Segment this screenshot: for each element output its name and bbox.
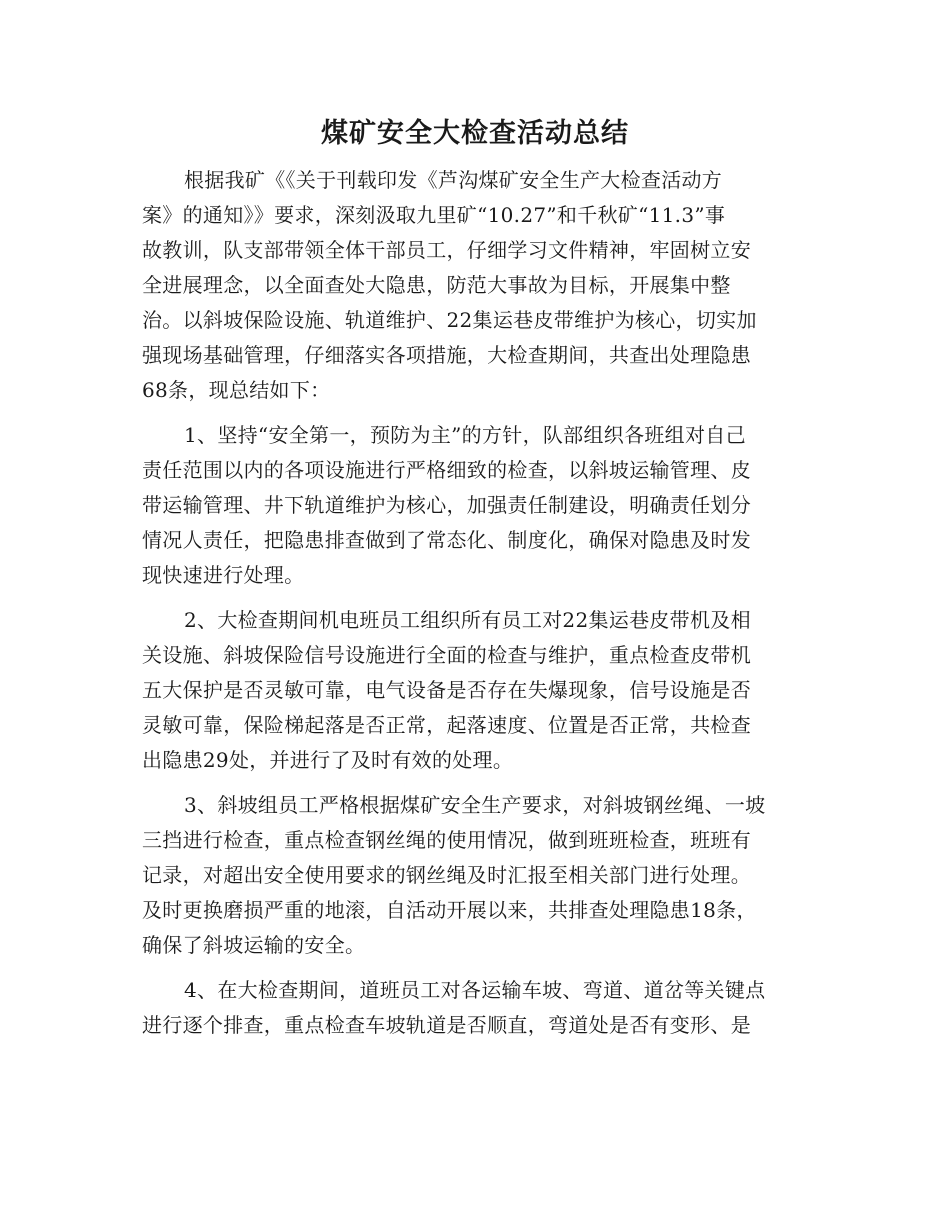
text-line: 记录，对超出安全使用要求的钢丝绳及时汇报至相关部门进行处理。 <box>142 863 751 887</box>
text-line: 关设施、斜坡保险信号设施进行全面的检查与维护，重点检查皮带机 <box>142 643 751 667</box>
text-line: 责任范围以内的各项设施进行严格细致的检查，以斜坡运输管理、皮 <box>142 458 751 482</box>
document-body <box>142 163 810 1053</box>
text-line: 故教训，队支部带领全体干部员工，仔细学习文件精神，牢固树立安 <box>142 238 751 262</box>
text-line: 出隐患29处，并进行了及时有效的处理。 <box>142 748 514 772</box>
text-line: 进行逐个排查，重点检查车坡轨道是否顺直，弯道处是否有变形、是 <box>142 1013 751 1037</box>
text-line: 4、在大检查期间，道班员工对各运输车坡、弯道、道岔等关键点 <box>184 978 766 1002</box>
text-line: 根据我矿《《关于刊载印发《芦沟煤矿安全生产大检查活动方 <box>184 168 723 192</box>
text-line: 带运输管理、井下轨道维护为核心，加强责任制建设，明确责任划分 <box>142 493 751 517</box>
paragraph-item-1 <box>142 418 810 593</box>
text-line: 强现场基础管理，仔细落实各项措施，大检查期间，共查出处理隐患 <box>142 343 751 367</box>
paragraph-item-4 <box>142 973 810 1043</box>
text-line: 案》的通知》》要求，深刻汲取九里矿“10.27”和千秋矿“11.3”事 <box>142 203 726 227</box>
text-line: 3、斜坡组员工严格根据煤矿安全生产要求，对斜坡钢丝绳、一坡 <box>184 793 766 817</box>
text-line: 及时更换磨损严重的地滚，自活动开展以来，共排查处理隐患18条， <box>142 898 757 922</box>
text-line: 确保了斜坡运输的安全。 <box>142 933 366 957</box>
text-line: 治。以斜坡保险设施、轨道维护、22集运巷皮带维护为核心，切实加 <box>142 308 757 332</box>
paragraph-intro <box>142 163 810 408</box>
text-line: 2、大检查期间机电班员工组织所有员工对22集运巷皮带机及相 <box>184 608 751 632</box>
paragraph-item-3 <box>142 788 810 963</box>
text-line: 五大保护是否灵敏可靠，电气设备是否存在失爆现象，信号设施是否 <box>142 678 751 702</box>
text-line: 全进展理念，以全面查处大隐患，防范大事故为目标，开展集中整 <box>142 273 731 297</box>
text-line: 1、坚持“安全第一，预防为主”的方针，队部组织各班组对自己 <box>184 423 746 447</box>
text-line: 情况人责任，把隐患排查做到了常态化、制度化，确保对隐患及时发 <box>142 528 751 552</box>
text-line: 三挡进行检查，重点检查钢丝绳的使用情况，做到班班检查，班班有 <box>142 828 751 852</box>
text-line: 68条，现总结如下： <box>142 378 331 402</box>
paragraph-item-2 <box>142 603 810 778</box>
text-line: 灵敏可靠，保险梯起落是否正常，起落速度、位置是否正常，共检查 <box>142 713 751 737</box>
text-line: 现快速进行处理。 <box>142 563 305 587</box>
page-title: 煤矿安全大检查活动总结 <box>321 118 629 149</box>
